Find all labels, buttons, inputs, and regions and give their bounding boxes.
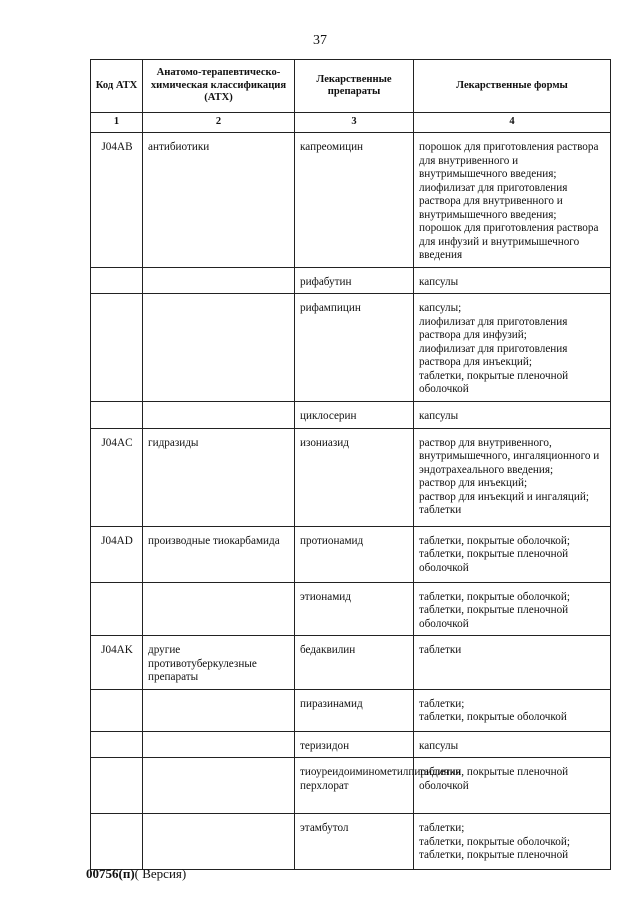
atc-code-empty xyxy=(91,731,143,758)
drug-name: этамбутол xyxy=(295,814,414,870)
drug-name: этионамид xyxy=(295,582,414,636)
header-drug-names: Лекарственные препараты xyxy=(295,60,414,113)
table-row xyxy=(91,294,611,402)
atc-classification-empty xyxy=(143,731,295,758)
table-row xyxy=(91,267,611,294)
drug-name: пиразинамид xyxy=(295,689,414,731)
drug-name: изониазид xyxy=(295,428,414,526)
atc-classification-empty xyxy=(143,294,295,402)
table-row xyxy=(91,814,611,870)
table-row xyxy=(91,758,611,814)
document-id: 00756(п) xyxy=(86,866,135,881)
atc-classification-empty xyxy=(143,814,295,870)
atc-code-empty xyxy=(91,267,143,294)
header-dosage-forms: Лекарственные формы xyxy=(414,60,611,113)
atc-classification-empty xyxy=(143,402,295,429)
atc-code-empty xyxy=(91,758,143,814)
dosage-forms: таблетки, покрытые пленочной оболочкой xyxy=(414,758,611,814)
dosage-forms: таблетки, покрытые оболочкой; таблетки, покрытые пленочной оболочкой xyxy=(414,582,611,636)
dosage-forms: порошок для приготовления раствора для внутривенного и внутримышечного введения; лиофилизат для приготовления раствора для внутривенного и внутримышечного введения; порошок для приготовления раствора для инфузий и внутримышечного введения xyxy=(414,133,611,268)
dosage-forms: капсулы xyxy=(414,267,611,294)
atc-classification: антибиотики xyxy=(143,133,295,268)
dosage-forms: таблетки, покрытые оболочкой; таблетки, покрытые пленочной оболочкой xyxy=(414,526,611,582)
table-row xyxy=(91,731,611,758)
table-row xyxy=(91,636,611,690)
column-number: 1 xyxy=(91,113,143,133)
atc-code: J04AB xyxy=(91,133,143,268)
table-row xyxy=(91,582,611,636)
dosage-forms: капсулы xyxy=(414,731,611,758)
atc-code-empty xyxy=(91,294,143,402)
atc-classification: другие противотуберкулезные препараты xyxy=(143,636,295,690)
dosage-forms: капсулы; лиофилизат для приготовления раствора для инфузий; лиофилизат для приготовления раствора для инъекций; таблетки, покрытые пленочной оболочкой xyxy=(414,294,611,402)
atc-drug-table xyxy=(90,59,611,870)
atc-code: J04AK xyxy=(91,636,143,690)
drug-name: капреомицин xyxy=(295,133,414,268)
dosage-forms: раствор для внутривенного, внутримышечного, ингаляционного и эндотрахеального введения; раствор для инъекций; раствор для инъекций и ингаляций; таблетки xyxy=(414,428,611,526)
atc-code-empty xyxy=(91,402,143,429)
table-row xyxy=(91,526,611,582)
table-row xyxy=(91,133,611,268)
table-row xyxy=(91,402,611,429)
dosage-forms: таблетки xyxy=(414,636,611,690)
table-row xyxy=(91,689,611,731)
document-footer xyxy=(86,866,186,882)
atc-classification-empty xyxy=(143,758,295,814)
header-atc-classification: Анатомо-терапевтическо-химическая классификация (АТХ) xyxy=(143,60,295,113)
column-number: 4 xyxy=(414,113,611,133)
drug-name: тиоуреидоиминометилпиридиния перхлорат xyxy=(295,758,414,814)
drug-name: теризидон xyxy=(295,731,414,758)
column-number: 2 xyxy=(143,113,295,133)
atc-classification-empty xyxy=(143,582,295,636)
column-number: 3 xyxy=(295,113,414,133)
atc-code: J04AD xyxy=(91,526,143,582)
header-atc-code: Код АТХ xyxy=(91,60,143,113)
dosage-forms: капсулы xyxy=(414,402,611,429)
atc-classification: производные тиокарбамида xyxy=(143,526,295,582)
atc-code-empty xyxy=(91,814,143,870)
table-row xyxy=(91,428,611,526)
atc-classification-empty xyxy=(143,267,295,294)
atc-code: J04AC xyxy=(91,428,143,526)
dosage-forms: таблетки; таблетки, покрытые оболочкой xyxy=(414,689,611,731)
dosage-forms: таблетки; таблетки, покрытые оболочкой; таблетки, покрытые пленочной xyxy=(414,814,611,870)
atc-classification-empty xyxy=(143,689,295,731)
table-body xyxy=(91,133,611,870)
atc-code-empty xyxy=(91,689,143,731)
atc-classification: гидразиды xyxy=(143,428,295,526)
atc-code-empty xyxy=(91,582,143,636)
column-number-row xyxy=(91,113,611,133)
drug-name: протионамид xyxy=(295,526,414,582)
drug-name: рифабутин xyxy=(295,267,414,294)
drug-name: бедаквилин xyxy=(295,636,414,690)
drug-name: рифампицин xyxy=(295,294,414,402)
page-number: 37 xyxy=(313,33,327,48)
version-label: ( Версия) xyxy=(134,866,187,881)
table-header-row xyxy=(91,60,611,113)
drug-name: циклосерин xyxy=(295,402,414,429)
